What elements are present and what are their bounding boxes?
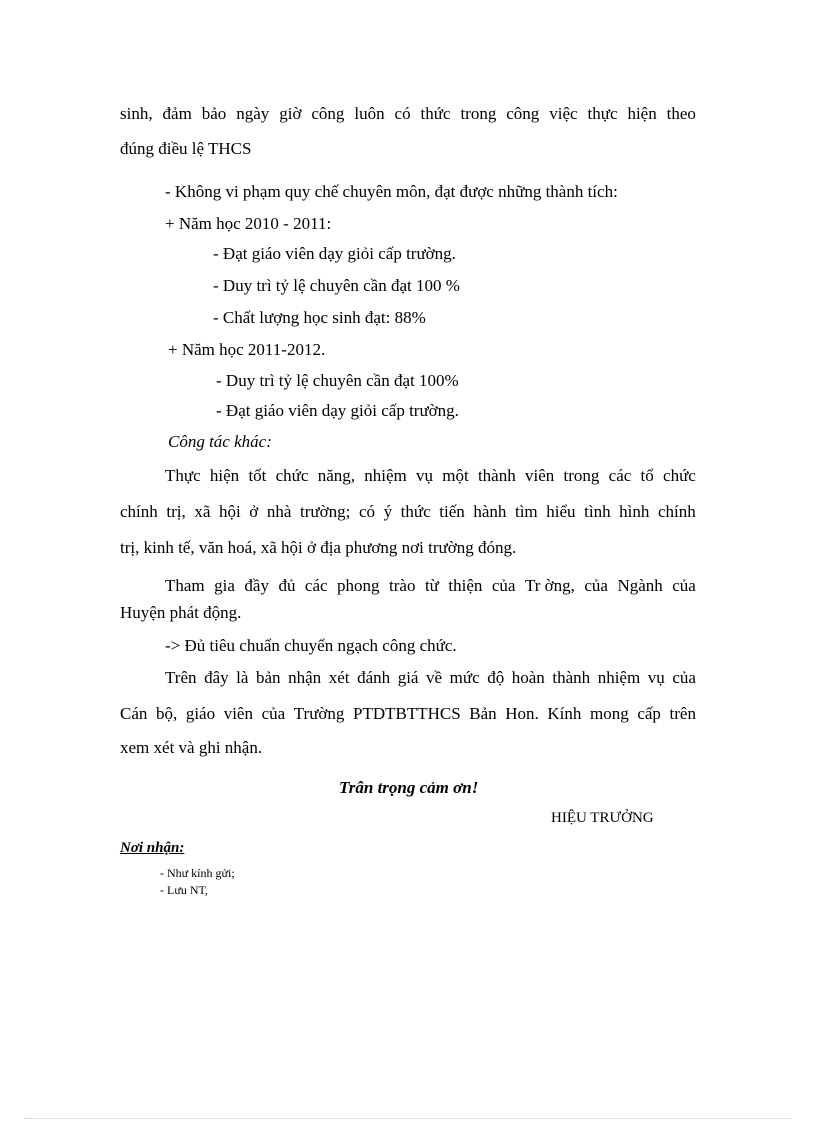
violation-statement: - Không vi phạm quy chế chuyên môn, đạt được những thành tích: [165,182,618,201]
word: Tr ờng, [524,576,575,595]
word: tổ [640,466,654,485]
word: tình [584,502,611,521]
word: cấp [637,704,661,723]
page-bottom-border [24,1118,792,1119]
word: PTDTBTTHCS [353,704,461,723]
conclusion-line: -> Đủ tiêu chuẩn chuyển ngạch công chức. [165,636,457,655]
word: từ [424,576,439,595]
word: hành [473,502,507,521]
word: ngày [236,104,270,123]
word: có [358,502,375,521]
word: đánh [357,668,391,687]
word: của [584,576,608,595]
paragraph-1-line-1 [120,104,696,124]
recipient-item-2: - Lưu NT, [160,883,208,897]
paragraph-2-line-2 [120,502,696,522]
word: của [672,668,696,687]
word: chính [658,502,696,521]
word: gia [214,576,235,595]
word: bộ, [155,704,178,723]
word: nhiệm [364,466,407,485]
word: tiến [439,502,465,521]
word: vụ [416,466,433,485]
word: bảo [201,104,227,123]
word: hiểu [546,502,576,521]
word: trong [563,466,600,485]
year-1-item-1: - Đạt giáo viên dạy giỏi cấp trường. [213,244,456,263]
word: thành [477,466,516,485]
year-1-item-2: - Duy trì tỷ lệ chuyên cần đạt 100 % [213,276,460,295]
word: trong [460,104,497,123]
paragraph-4-line-1 [165,668,696,688]
word: thực [587,104,618,123]
word: luôn [354,104,385,123]
word: của [261,704,286,723]
word: trị, [166,502,186,521]
word: năng, [317,466,355,485]
word: vụ [647,668,665,687]
word: các [304,576,328,595]
word: phong [337,576,380,595]
year-2011-2012-heading: + Năm học 2011-2012. [168,340,326,359]
other-work-heading: Công tác khác: [168,432,272,451]
word: trên [669,704,696,723]
word: Trên [165,668,197,687]
word: xã [194,502,211,521]
word: một [442,466,469,485]
word: Cán [120,704,148,723]
word: mong [590,704,629,723]
word: nhà [266,502,292,521]
word: theo [666,104,696,123]
word: Kính [547,704,582,723]
paragraph-3-line-2: Huyện phát động. [120,603,242,622]
recipient-item-1: - Như kính gửi; [160,866,235,880]
signatory-title: HIỆU TRƯỞNG [551,810,654,826]
word: độ [487,668,505,687]
word: mức [449,668,480,687]
word: về [426,668,443,687]
recipients-heading: Nơi nhận: [120,840,185,856]
word: đảm [162,104,192,123]
thanks-line: Trân trọng cảm ơn! [339,778,479,797]
paragraph-2-line-3: trị, kinh tế, văn hoá, xã hội ở địa phương nơi trường đóng. [120,538,517,557]
word: nhiệm [597,668,641,687]
word: tốt [248,466,267,485]
word: hội [218,502,241,521]
word: công [311,104,345,123]
word: Hon. [505,704,539,723]
paragraph-1-line-2: đúng điều lệ THCS [120,139,252,158]
word: ý [383,502,393,521]
word: công [506,104,540,123]
word: giáo [185,704,216,723]
year-2-item-1: - Duy trì tỷ lệ chuyên cần đạt 100% [216,371,459,390]
year-2-item-2: - Đạt giáo viên dạy giỏi cấp trường. [216,401,459,420]
word: Thực [165,466,201,485]
word: hình [619,502,650,521]
word: việc [549,104,578,123]
word: hiện [627,104,657,123]
word: các [608,466,632,485]
word: trào [389,576,416,595]
word: của [491,576,516,595]
word: ở [249,502,259,521]
word: chính [120,502,158,521]
year-1-item-3: - Chất lượng học sinh đạt: 88% [213,308,426,327]
word: hiện [209,466,240,485]
word: chức [663,466,696,485]
word: thành [552,668,591,687]
word: tìm [514,502,538,521]
paragraph-2-line-1 [165,466,696,486]
word: của [672,576,696,595]
paragraph-4-line-2 [120,704,696,724]
word: thức [400,502,431,521]
word: hoàn [511,668,545,687]
word: thiện [448,576,483,595]
word: đủ [278,576,296,595]
word: đầy [244,576,269,595]
word: viên [223,704,253,723]
word: đây [204,668,229,687]
word: Bản [469,704,497,723]
word: giá [397,668,419,687]
paragraph-4-line-3: xem xét và ghi nhận. [120,738,263,757]
paragraph-3-line-1 [165,576,696,596]
word: chức [275,466,309,485]
word: giờ [279,104,302,123]
year-2010-2011-heading: + Năm học 2010 - 2011: [165,214,332,233]
word: là [236,668,249,687]
word: có [394,104,411,123]
word: Trường [293,704,345,723]
word: Ngành [617,576,663,595]
word: trường; [300,502,351,521]
word: viên [524,466,555,485]
word: xét [328,668,350,687]
word: thức [420,104,451,123]
word: Tham [165,576,205,595]
word: bản [256,668,281,687]
word: sinh, [120,104,153,123]
word: nhận [288,668,322,687]
